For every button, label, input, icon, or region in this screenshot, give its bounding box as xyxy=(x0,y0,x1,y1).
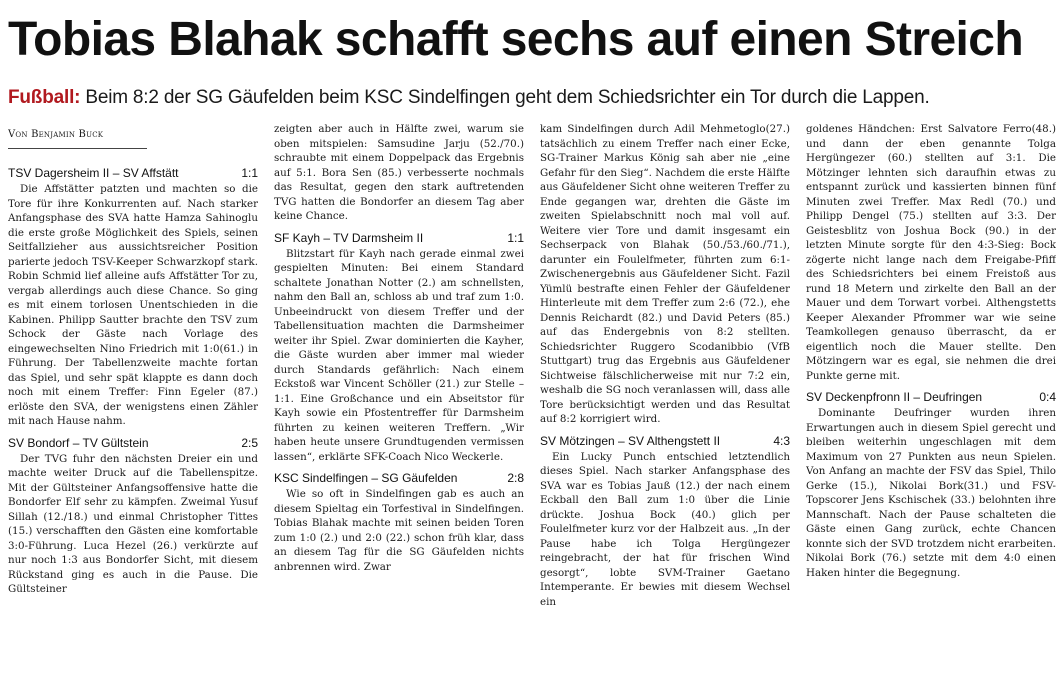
match-score: 1:1 xyxy=(241,166,258,180)
match-teams: SV Bondorf – TV Gültstein xyxy=(8,435,149,450)
byline: Von Benjamin Buck xyxy=(8,128,147,149)
kicker-label: Fußball: xyxy=(8,87,81,108)
match-score: 2:5 xyxy=(241,435,258,450)
column-1 xyxy=(8,122,258,674)
match-teams: TSV Dagersheim II – SV Affstätt xyxy=(8,166,179,180)
match-header xyxy=(274,230,524,246)
match-teams: SF Kayh – TV Darmsheim II xyxy=(274,230,424,245)
match-report: Der TVG fuhr den nächsten Dreier ein und machte weiter Druck auf die Tabellenspitze. Mit der Gültsteiner Anfangsoffensive hatte die Bondorfer Elf sehr zu kämpfen. Zweimal Yusuf Sillah (12./18.) und einmal Christopher Tittes (15.) verschafften den Gästen eine komfortable 3:0-Führung. Luca Hezel (26.) verkürzte auf nur noch 1:3 aus Bondorfer Sicht, mit diesem Rückstand ging es auch in die Pause. Die Gültsteiner xyxy=(8,452,258,595)
article-subheadline xyxy=(8,84,1054,112)
match-report: Blitzstart für Kayh nach gerade einmal zwei gespielten Minuten: Bei einem Standard schaltete Jonathan Notter (2.) am schnellsten, nahm den Ball an, schloss ab und traf zum 1:0. Unbeeindruckt von diesem Treffer und der Tabellensituation machten die Darmsheimer weiter ihr Spiel. Zwar dominierten die Kayher, die Gäste wurden aber immer mal wieder durch Standards gefährlich: Nach einem Eckstoß war Vincent Schöller (21.) zur Stelle – 1:1. Eine Großchance und ein Abseitstor für Kayh sowie ein Pfostentreffer für Darmsheim führten zu keinen weiteren Treffern. „Wir haben heute unsere Grundtugenden vermissen lassen“, erklärte SFK-Coach Nico Weckerle. xyxy=(274,247,524,463)
match-report-continued: kam Sindelfingen durch Adil Mehmetoglo(27.) tatsächlich zu einem Treffer nach einer Ecke, SG-Trainer Markus König sah aber nie „eine Gefahr für den Sieg“. Nachdem die erste Hälfte aus Gäufeldener Sicht ohne weiteren Treffer zu Ende gegangen war, drehten die Gäste im zweiten Spielabschnitt noch mal voll auf. Weitere vier Tore und damit insgesamt ein Sechserpack von Blahak (50./53./60./71.), darunter ein Foulelfmeter, führten zum 6:1-Zwischenergebnis aus Gäufeldener Sicht. Fazil Yümlü bestrafte einen Fehler der Gäufeldener Hinterleute mit dem Treffer zum 2:6 (72.), ehe Dennis Reichardt (82.) und David Peters (85.) auf das Endergebnis von 8:2 stellten. Schiedsrichter Ruggero Scodanibbio (VfB Stuttgart) trug das Ergebnis aus Gäufeldener Sichtweise fälschlicherweise mit nur 7:2 ein, weshalb die SG noch veranlassen will, dass alle Tore berücksichtigt werden und das Resultat auf 8:2 korrigiert wird. xyxy=(540,123,790,425)
match-teams: KSC Sindelfingen – SG Gäufelden xyxy=(274,471,458,485)
match-teams: SV Mötzingen – SV Althengstett II xyxy=(540,433,721,448)
match-score: 0:4 xyxy=(1039,390,1056,404)
column-2 xyxy=(274,122,524,674)
article-headline: Tobias Blahak schafft sechs auf einen Streich xyxy=(8,13,1024,66)
column-4 xyxy=(806,122,1056,674)
subheadline-text: Beim 8:2 der SG Gäufelden beim KSC Sindelfingen geht dem Schiedsrichter ein Tor durch die Lappen. xyxy=(80,87,930,108)
match-report: Wie so oft in Sindelfingen gab es auch an diesem Spieltag ein Torfestival in Sindelfingen. Tobias Blahak machte mit seinen beiden Toren zum 1:0 (2.) und 2:0 (22.) schon früh klar, dass an diesem Tag für die SG Gäufelden nichts anbrennen wird. Zwar xyxy=(274,488,524,573)
match-score: 1:1 xyxy=(507,230,524,245)
match-report: Ein Lucky Punch entschied letztendlich dieses Spiel. Nach starker Anfangsphase des SVA war es Tobias Jauß (12.) der nach einem Eckball den Ball zum 1:0 über die Linie drückte. Joshua Bock (40.) glich per Foulelfmeter kurz vor der Halbzeit aus. „In der Pause habe ich Tolga Hergüngezer reingebracht, der hat für frischen Wind gesorgt“, lobte SVM-Trainer Gaetano Intemperante. Er bewies mit diesem Wechsel ein xyxy=(540,450,790,608)
match-report-continued: goldenes Händchen: Erst Salvatore Ferro(48.) und dann der eben genannte Tolga Hergüngezer (60.) stellten auf 3:1. Die Mötzinger lehnten sich daraufhin etwas zu entspannt zurück und kassierten binnen fünf Minuten zwei Treffer. Max Redl (70.) und Philipp Dengel (75.) stellten auf 3:3. Der Geistesblitz von Joshua Bock (90.) in der letzten Minute sorgte für den 4:3-Sieg: Bock zögerte nicht lange nach dem Freigabe-Pfiff des Schiedsrichters bei einem Freistoß aus rund 18 Metern und zirkelte den Ball an der Mauer und dem Torwart vorbei. Althengstetts Keeper Alexander Pfrommer war wie seine Teamkollegen genauso überrascht, da er eigentlich noch die Mauer stellte. Den Mötzingern war es egal, sie nehmen die drei Punkte gerne mit. xyxy=(806,123,1056,382)
match-report: Die Affstätter patzten und machten so die Tore für ihre Konkurrenten auf. Nach starker Anfangsphase des SVA hatte Hamza Sahinoglu die erste große Möglichkeit des Spiels, seinen Seitfallzieher aus aussichtsreicher Position parierte jedoch TSV-Keeper Schwarzkopf stark. Robin Schmid lief alleine aufs Affstätter Tor zu, vergab allerdings auch diese Chance. So ging es mit einem torlosen Unentschieden in die Kabinen. Philipp Sautter brachte den TSV zum Schock der Gäste nach Vorlage des eingewechselten Nino Friedrich mit 1:0(61.) in Führung. Der Tabellenzweite machte fortan das Spiel, und sehr spät klappte es dann doch noch mit einem Treffer: Finn Egeler (87.) erlöste den SVA, der wenigstens einen Zähler mit nach Hause nahm. xyxy=(8,183,258,427)
match-score: 2:8 xyxy=(507,471,524,485)
match-header xyxy=(806,389,1056,405)
match-header xyxy=(8,435,258,451)
article-columns xyxy=(8,122,1056,674)
match-header xyxy=(540,433,790,449)
match-report-continued: zeigten aber auch in Hälfte zwei, warum sie oben mitspielen: Samsudine Jarju (52./70.) schraubte mit einem Doppelpack das Ergebnis auf 5:1. Bora Sen (85.) verbesserte nochmals das Resultat, gegen den stark auftretenden TVG hatten die Bondorfer an diesem Tag aber keine Chance. xyxy=(274,123,524,222)
match-teams: SV Deckenpfronn II – Deufringen xyxy=(806,390,983,404)
match-header xyxy=(274,470,524,486)
match-report: Dominante Deufringer wurden ihren Erwartungen auch in diesem Spiel gerecht und bleiben weiterhin ungeschlagen mit dem Maximum von 27 Punkten aus neun Spielen. Von Anfang an machte der FSV das Spiel, Thilo Gerke (15.), Nikolai Bork(31.) und FSV-Topscorer Jens Kschischek (33.) belohnten ihre Mannschaft. Nach der Pause schalteten die Gäste einen Gang zurück, echte Chancen konnte sich der SVD trotzdem nicht erarbeiten. Nikolai Bork (76.) setzte mit dem 4:0 einen Haken hinter die Begegnung. xyxy=(806,407,1056,579)
match-score: 4:3 xyxy=(773,433,790,448)
column-3 xyxy=(540,122,790,674)
match-header xyxy=(8,165,258,181)
